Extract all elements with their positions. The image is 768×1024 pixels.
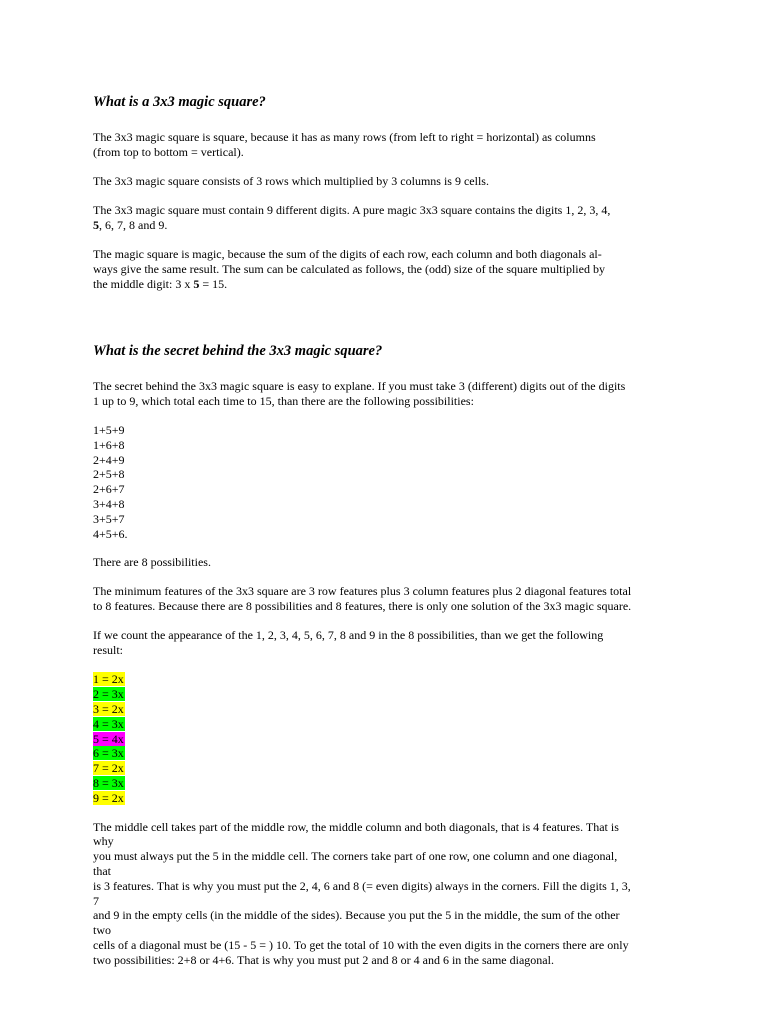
final-paragraph-line: two possibilities: 2+8 or 4+6. That is why you must put 2 and 8 or 4 and 6 in the same diagonal. bbox=[93, 952, 554, 967]
section1-p1-line2: (from top to bottom = vertical). bbox=[93, 145, 244, 159]
section2-p1-line1: The secret behind the 3x3 magic square is easy to explane. If you must take 3 (different) digits out of the digits bbox=[93, 379, 626, 393]
section2-paragraph-4 bbox=[93, 628, 683, 658]
section2-p4-line2: result: bbox=[93, 643, 123, 658]
final-paragraph-line: and 9 in the empty cells (in the middle of the sides). Because you put the 5 in the middle, the sum of the other bbox=[93, 908, 620, 923]
digit-count-highlight: 9 = 2x bbox=[93, 790, 124, 805]
bold-five: 5 bbox=[93, 218, 99, 232]
section1-p3-line2 bbox=[93, 218, 683, 233]
digit-count-item bbox=[93, 672, 683, 687]
section2-p1-line2: 1 up to 9, which total each time to 15, than there are the following possibilities: bbox=[93, 394, 474, 408]
section1-paragraph-2: The 3x3 magic square consists of 3 rows which multiplied by 3 columns is 9 cells. bbox=[93, 174, 489, 188]
final-paragraph-line: that bbox=[93, 863, 111, 878]
section1-p4-line3-pre: the middle digit: 3 x bbox=[93, 277, 194, 291]
section2-p3-line1: The minimum features of the 3x3 square are 3 row features plus 3 column features plus 2 diagonal features total bbox=[93, 584, 632, 599]
section1-p3-line2-rest: , 6, 7, 8 and 9. bbox=[99, 218, 168, 232]
digit-count-highlight: 7 = 2x bbox=[93, 761, 124, 776]
section1-paragraph-1 bbox=[93, 130, 683, 160]
section2-paragraph-3 bbox=[93, 584, 683, 614]
section2-heading: What is the secret behind the 3x3 magic square? bbox=[93, 343, 383, 359]
digit-count-item bbox=[93, 702, 683, 717]
digit-count-item bbox=[93, 732, 683, 747]
digit-count-highlight: 8 = 3x bbox=[93, 775, 124, 790]
section1-p4-line3-post: = 15. bbox=[199, 277, 228, 291]
final-paragraph-line: you must always put the 5 in the middle cell. The corners take part of one row, one column and one diagonal, bbox=[93, 849, 618, 864]
digit-count-highlight: 5 = 4x bbox=[93, 731, 124, 746]
section1-p4-line1: The magic square is magic, because the sum of the digits of each row, each column and both diagonals al- bbox=[93, 247, 602, 261]
section1-paragraph-3 bbox=[93, 203, 683, 233]
section1-p1-line1: The 3x3 magic square is square, because it has as many rows (from left to right = horizontal) as columns bbox=[93, 130, 596, 144]
final-paragraph-line: why bbox=[93, 834, 114, 849]
digit-count-list bbox=[93, 672, 683, 805]
section2-p4-line1: If we count the appearance of the 1, 2, 3, 4, 5, 6, 7, 8 and 9 in the 8 possibilities, than we get the following bbox=[93, 628, 604, 643]
digit-count-highlight: 6 = 3x bbox=[93, 746, 124, 761]
section2-p3-line2: to 8 features. Because there are 8 possibilities and 8 features, there is only one solution of the 3x3 magic square. bbox=[93, 599, 632, 614]
combination-item: 3+5+7 bbox=[93, 511, 125, 526]
digit-count-highlight: 2 = 3x bbox=[93, 687, 124, 702]
final-paragraph-line: is 3 features. That is why you must put the 2, 4, 6 and 8 (= even digits) always in the corners. Fill the digits 1, 3, bbox=[93, 878, 631, 893]
digit-count-item bbox=[93, 791, 683, 806]
section1-p4-line3 bbox=[93, 277, 683, 292]
combination-item: 1+6+8 bbox=[93, 437, 125, 452]
digit-count-item bbox=[93, 776, 683, 791]
digit-count-item bbox=[93, 687, 683, 702]
final-paragraph-line: cells of a diagonal must be (15 - 5 = ) 10. To get the total of 10 with the even digits in the corners there are only bbox=[93, 937, 629, 952]
digit-count-item bbox=[93, 746, 683, 761]
digit-count-item bbox=[93, 717, 683, 732]
combination-item: 1+5+9 bbox=[93, 423, 125, 437]
section2-paragraph-2: There are 8 possibilities. bbox=[93, 555, 211, 570]
section1-p4-line2: ways give the same result. The sum can be calculated as follows, the (odd) size of the square multiplied by bbox=[93, 262, 605, 276]
section1-paragraph-4 bbox=[93, 247, 683, 292]
combination-item: 2+5+8 bbox=[93, 467, 125, 482]
document-page bbox=[93, 94, 683, 968]
combination-item: 3+4+8 bbox=[93, 496, 125, 511]
digit-count-highlight: 1 = 2x bbox=[93, 672, 124, 687]
combination-item: 2+4+9 bbox=[93, 452, 125, 467]
section2-final-paragraph bbox=[93, 820, 683, 968]
digit-count-highlight: 3 = 2x bbox=[93, 701, 124, 716]
bold-five: 5 bbox=[193, 277, 200, 291]
final-paragraph-line: 7 bbox=[93, 893, 99, 908]
section1-p3-line1: The 3x3 magic square must contain 9 different digits. A pure magic 3x3 square contains the digits 1, 2, 3, 4, bbox=[93, 203, 611, 217]
combination-item: 2+6+7 bbox=[93, 482, 125, 497]
section2-paragraph-1 bbox=[93, 379, 683, 409]
combination-list bbox=[93, 423, 683, 541]
combination-item: 4+5+6. bbox=[93, 526, 128, 541]
final-paragraph-line: two bbox=[93, 923, 111, 938]
final-paragraph-line: The middle cell takes part of the middle row, the middle column and both diagonals, that is 4 features. That is bbox=[93, 819, 619, 834]
section1-heading: What is a 3x3 magic square? bbox=[93, 94, 266, 110]
digit-count-highlight: 4 = 3x bbox=[93, 716, 124, 731]
digit-count-item bbox=[93, 761, 683, 776]
